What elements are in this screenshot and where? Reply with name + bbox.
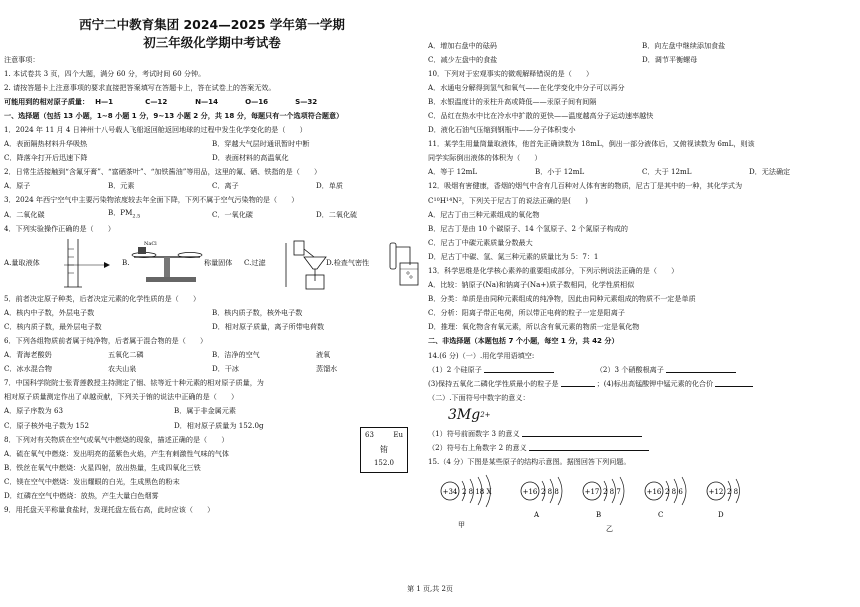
q8-option-a[interactable]: A．硫在氧气中燃烧：发出明亮的蓝紫色火焰，产生有刺激性气味的气体 [4,448,230,458]
q11-option-c[interactable]: C．大于 12mL [642,167,692,177]
mass-c: C—12 [145,96,168,106]
formula-3mg: 3Mg [448,407,481,424]
q12-formula-sub3: 2 [458,196,462,203]
q6-option-d-second: 蒸馏水 [316,364,338,374]
q10-option-b[interactable]: B．水银温度计的汞柱升高或降低——汞原子间有间隔 [428,96,597,106]
q12-formula-n: N [452,195,459,205]
q6-options-row2 [4,362,420,376]
q12-stem-tail: ，下列关于尼古丁的说法正确的是( ) [461,195,588,205]
q13-option-b[interactable]: B．分类：单质是由同种元素组成的纯净物，因此由同种元素组成的物质不一定是单质 [428,294,696,304]
q4-figures [4,235,420,291]
right-column [428,0,856,539]
atom-c-label: C [658,510,664,519]
q14-answer-blank-5[interactable] [522,430,642,437]
q6-option-a[interactable]: A．青海老酸奶 [4,350,52,360]
mass-n: N—14 [195,96,219,106]
q14-part4-label: ；(4)标出高锰酸钾中锰元素的化合价 [596,378,714,388]
q1-options-row2 [4,151,420,165]
eu-name: 铕 [380,445,388,454]
atom-diagram-c [645,477,686,519]
atom-d-label: D [718,510,724,519]
q12-formula-sub1: 10 [433,196,440,203]
q13-option-c[interactable]: C．分析：阳离子带正电荷，所以带正电荷的粒子一定是阳离子 [428,308,625,318]
q13-stem: 13．科学思维是化学核心素养的重要组成部分，下列示例说法正确的是（ ） [428,266,679,275]
q12-option-b[interactable]: B．尼古丁是由 10 个碳原子、14 个氢原子、2 个氮原子构成的 [428,223,628,233]
filtration-icon [286,241,326,289]
q5-option-b[interactable]: B．核内质子数，核外电子数 [212,307,303,317]
atom-diagram-b [583,477,624,519]
q5-stem: 5．前者决定原子种类，后者决定元素的化学性质的是（ ） [4,293,201,303]
note-2: 2. 请按答题卡上注意事项的要求直接把答案填写在答题卡上，答在试卷上的答案无效。 [4,82,276,92]
q9-option-b[interactable]: B．向左盘中继续添加食盐 [642,40,726,50]
q9-option-d[interactable]: D．调节平衡螺母 [642,54,698,64]
atomic-mass-label: 可能用到的相对原子质量： [4,96,90,106]
atom-jia-label: 甲 [458,520,465,529]
q5-option-d[interactable]: D．相对原子质量，离子所带电荷数 [212,321,325,331]
q11-option-d[interactable]: D．无法确定 [749,167,791,177]
q9-options-row2 [428,52,856,66]
graduated-cylinder-icon [64,239,110,287]
atom-c-shells: 2 8 6 [665,487,683,496]
q9-option-a[interactable]: A．增加右盘中的砝码 [428,40,497,50]
q14-answer-blank-2[interactable] [666,366,736,373]
q14-line1 [428,362,856,376]
q7-option-c[interactable]: C．原子核外电子数为 152 [4,420,90,430]
q7-stem-line1: 7．中国科学院院士张青莲教授主持测定了铟、铱等近十种元素的相对原子质量，为 [4,378,264,388]
q7-option-a[interactable]: A．原子序数为 63 [4,406,63,416]
q10-option-a[interactable]: A．水通电分解得到氢气和氧气——在化学变化中分子可以再分 [428,82,625,92]
q8-option-d[interactable]: D．红磷在空气中燃烧：放热，产生大量白色烟雾 [4,491,159,501]
mass-o: O—16 [245,96,269,106]
q9-option-c[interactable]: C．减少左盘中的食盐 [428,54,498,64]
europium-element-card [360,427,408,473]
q6-option-b-second: 液氧 [316,350,331,360]
gas-tightness-check-icon [390,243,418,285]
q2-option-d[interactable]: D．单质 [316,181,343,191]
q11-option-a[interactable]: A．等于 12mL [428,167,478,177]
q6-option-a-second: 五氧化二磷 [108,350,144,360]
q7-stem-line2: 相对原子质量测定作出了卓越贡献，下列关于铕的说法中正确的是（ ） [4,392,239,402]
q14-answer-blank-6[interactable] [529,444,649,451]
q14-stem: 14.(6 分)（一）.用化学用语填空: [428,350,535,360]
atom-jia-shells: 2 8 18 X [462,487,492,496]
q12-stem-line1: 12．吸烟有害健康，香烟的烟气中含有几百种对人体有害的物质，尼古丁是其中的一种，其化学式为 [428,181,743,191]
q13-option-d[interactable]: D．推理：氧化物含有氧元素，所以含有氧元素的物质一定是氧化物 [428,322,640,332]
q14-part3-label: (3)保持五氧化二磷化学性质最小的粒子是 [428,378,559,388]
q14-meaning1-label: （1）符号前面数字 3 的意义 [428,428,520,438]
eu-atomic-number: 63 [365,431,374,439]
q1-option-a[interactable]: A．表面隔热材料升华吸热 [4,139,88,149]
q7-option-b[interactable]: B．属于非金属元素 [174,406,236,416]
q3-stem: 3．2024 年西宁空气中主要污染物浓度较去年全面下降，下列不属于空气污染物的是（ ） [4,195,299,205]
section2-heading: 二、非选择题（本题包括 7 个小题，每空 1 分，共 42 分） [428,336,619,346]
q3-subscript: 2.5 [132,213,141,220]
q5-option-a[interactable]: A．核内中子数，外层电子数 [4,307,95,317]
q11-stem-line2: 同学实际倒出液体的体积为（ ） [428,153,542,163]
atomic-structure-diagrams [428,469,856,539]
atom-diagram-jia [441,475,491,529]
q8-stem: 8．下列对有关物质在空气或氧气中燃烧的现象，描述正确的是（ ） [4,434,229,444]
note-1: 1. 本试卷共 3 页，四个大题，满分 60 分，考试时间 60 分钟。 [4,68,206,78]
q6-option-d[interactable]: D．干冰 [212,364,239,374]
atom-d-shells: 2 8 [727,487,739,496]
q12-option-a[interactable]: A．尼古丁由三种元素组成的氧化物 [428,209,540,219]
q12-stem-line2 [428,193,856,207]
q8-option-b[interactable]: B．铁丝在氧气中燃烧：火星四射，放出热量，生成四氧化三铁 [4,462,201,472]
q10-stem: 10．下列对于宏观事实的微观解释错误的是（ ） [428,68,594,78]
q14-part1-label: （1）2 个硅原子 [428,364,482,374]
atom-b-shells: 2 8 7 [603,487,621,496]
q3-option-d[interactable]: D．二氧化硫 [316,209,358,219]
q11-options [428,165,856,179]
atom-jia-nucleus: +34 [442,487,458,496]
q7-options-row2 [4,418,420,432]
q14-line5 [428,441,856,455]
mass-s: S—32 [295,96,318,106]
section1-heading: 一、选择题（包括 13 小题，1~8 小题 1 分，9~13 小题 2 分，共 18 分，每题只有一个选项符合题意） [4,110,344,120]
mass-h: H—1 [95,96,114,106]
eu-symbol: Eu [393,431,403,439]
q2-stem: 2．日常生活接触到“含氟牙膏”、“富硒茶叶”、“加铁酱油”等用品，这里的氟、硒、铁指的是（ ） [4,167,322,177]
atom-diagram-d [707,479,740,519]
q2-options [4,179,420,193]
q6-stem: 6．下列各组物质前者属于纯净物，后者属于混合物的是（ ） [4,336,208,345]
q12-formula-c: C [428,195,434,205]
q2-option-a[interactable]: A．原子 [4,181,31,191]
atom-d-nucleus: +12 [708,487,724,496]
atom-c-nucleus: +16 [646,487,662,496]
atom-b-nucleus: +17 [584,487,600,496]
q14-meaning2-label: （2）符号右上角数字 2 的意义 [428,443,527,453]
q12-formula-sub2: 14 [446,196,453,203]
q14-part2-label: （2）3 个硝酸根离子 [595,364,664,374]
q10-option-d[interactable]: D．液化石油气压缩到钢瓶中——分子体积变小 [428,125,576,135]
atom-diagram-a [521,477,562,519]
q12-option-d[interactable]: D．尼古丁中碳、氢、氮三种元素的质量比为 5：7：1 [428,251,599,261]
atom-yi-label: 乙 [606,524,613,533]
q3-option-c[interactable]: C．一氧化碳 [212,209,253,219]
formula-charge: 2+ [480,410,491,419]
q9-stem: 9．用托盘天平称量食盐时，发现托盘左低右高，此时应该（ ） [4,505,215,515]
q5-options-row2 [4,319,420,333]
eu-atomic-mass: 152.0 [373,459,395,467]
q9-options-row1 [428,38,856,52]
atom-b-label: B [596,510,602,519]
q1-option-c[interactable]: C．降落伞打开后迅速下降 [4,153,88,163]
q6-options-row1 [4,348,420,362]
q14-answer-blank-4[interactable] [715,380,753,387]
q4-option-c[interactable]: C.过滤 [244,258,266,268]
exam-title-line2: 初三年级化学期中考试卷 [143,34,281,50]
q6-option-b[interactable]: B．洁净的空气 [212,350,260,360]
balance-scale-icon [132,241,202,282]
q13-option-a[interactable]: A．比较：钠原子(Na)和钠离子(Na+)质子数相同，化学性质相似 [428,280,635,290]
q8-option-c[interactable]: C．镁在空气中燃烧：发出耀眼的白光，生成黑色的粉末 [4,476,180,486]
atom-a-nucleus: +16 [522,487,538,496]
q4-option-d[interactable]: D.检查气密性 [326,258,370,268]
q3-option-b[interactable] [108,209,212,219]
q1-stem: 1．2024 年 11 月 4 日神州十八号载人飞船返回舱返回地球的过程中发生化学变化的是（ ） [4,124,307,134]
q3-option-a[interactable]: A．二氧化碳 [4,209,45,219]
q14-sub-heading: （二）.下面符号中数字的意义： [428,392,530,402]
q6-option-c-second: 农夫山泉 [108,364,137,374]
q11-option-b[interactable]: B．小于 12mL [535,167,585,177]
atom-a-shells: 2 8 8 [541,487,559,496]
q4-option-b-caption: 称量固体 [204,258,233,268]
svg-text:NaCl: NaCl [144,241,157,248]
q14-answer-blank-3[interactable] [561,380,595,387]
q14-line4 [428,426,856,440]
q14-formula [428,404,856,426]
q5-option-c[interactable]: C．核内质子数，最外层电子数 [4,321,102,331]
atom-a-label: A [534,510,540,519]
notes-heading: 注意事项： [4,54,40,64]
q15-stem: 15.（4 分）下图是某些原子的结构示意图。据图回答下列问题。 [428,457,631,467]
q12-option-c[interactable]: C．尼古丁中碳元素质量分数最大 [428,237,533,247]
atomic-mass-line [4,94,420,108]
q11-stem-line1: 11．某学生用量筒量取液体，他首先正确读数为 18mL，倒出一部分液体后，又俯视读数为 6mL，则该 [428,139,755,149]
page-footer: 第 1 页,共 2页 [407,585,453,593]
q14-line2 [428,376,856,390]
q2-option-c[interactable]: C．离子 [212,181,239,191]
q1-option-d[interactable]: D．表面材料的高温氧化 [212,153,289,163]
q12-formula-h: H [439,195,446,205]
q3-options [4,207,420,221]
q7-options-row1 [4,404,420,418]
q1-option-b[interactable]: B．穿越大气层时通讯暂时中断 [212,139,310,149]
q3-option-b-text: B．PM [108,207,133,217]
q5-options-row1 [4,305,420,319]
q7-option-d[interactable]: D．相对原子质量为 152.0g [174,420,264,430]
left-column [4,0,420,517]
q10-option-c[interactable]: C．品红在热水中比在冷水中扩散的更快——温度越高分子运动速率越快 [428,110,654,120]
q14-answer-blank-1[interactable] [484,366,554,373]
q2-option-b[interactable]: B．元素 [108,181,135,191]
q1-options-row1 [4,137,420,151]
q4-stem: 4．下列实验操作正确的是（ ） [4,223,115,233]
exam-title-line1: 西宁二中教育集团 2024—2025 学年第一学期 [79,16,345,32]
q4-option-a[interactable]: A.量取液体 [4,258,40,268]
q4-option-b[interactable]: B. [122,258,130,268]
q6-option-c[interactable]: C．冰水混合物 [4,364,52,374]
